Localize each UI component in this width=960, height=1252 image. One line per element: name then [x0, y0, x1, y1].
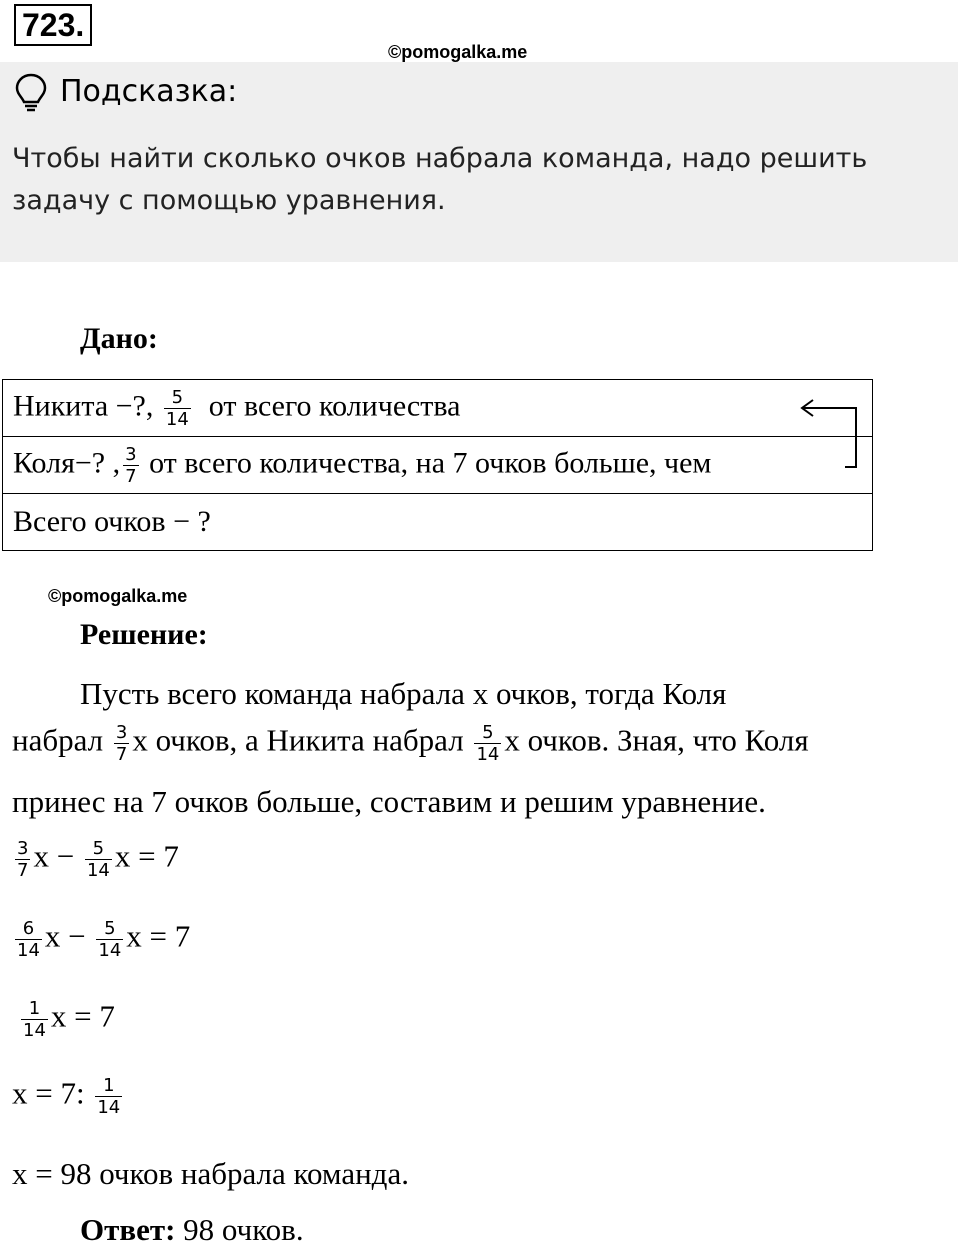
- hint-title: Подсказка:: [60, 74, 238, 109]
- given-row-nikita: [3, 380, 873, 437]
- answer: [80, 1212, 304, 1248]
- given-row-kolya: [3, 437, 873, 494]
- given-row-text: от всего количества: [193, 388, 461, 422]
- hint-text: Чтобы найти сколько очков набрала команда, надо решить задачу с помощью уравнения.: [12, 143, 868, 216]
- fraction: $\frac{1}{14}$: [23, 998, 46, 1041]
- equation-2: $\frac{6}{14}$ x − $\frac{5}{14}$ x = 7: [17, 918, 191, 961]
- answer-value: 98 очков.: [183, 1212, 304, 1247]
- given-row-text: Никита −?,: [13, 388, 161, 422]
- fraction: $\frac{3}{7}$: [115, 722, 128, 765]
- solution-heading: Решение:: [80, 618, 208, 651]
- watermark-2: ©pomogalka.me: [48, 586, 188, 606]
- fraction: $\frac{3}{7}$: [17, 838, 29, 881]
- comparison-arrow-icon: [795, 395, 865, 475]
- equation-4: x = 7: $\frac{1}{14}$: [12, 1075, 121, 1118]
- given-heading: Дано:: [80, 322, 158, 355]
- fraction: $\frac{1}{14}$: [97, 1075, 121, 1118]
- fraction: $\frac{5}{14}$: [86, 838, 110, 881]
- solution-paragraph-line2: набрал $\frac{3}{7}$ x очков, а Никита набрал $\frac{5}{14}$ x очков. Зная, что Коля: [12, 722, 809, 765]
- given-row-total: [3, 494, 873, 551]
- fraction: $\frac{3}{7}$: [125, 443, 137, 487]
- fraction: $\frac{6}{14}$: [17, 918, 40, 961]
- solution-paragraph-line1: Пусть всего команда набрала x очков, тогда Коля: [80, 676, 727, 711]
- lightbulb-icon: [14, 72, 48, 117]
- given-row-text: Всего очков − ?: [13, 505, 211, 538]
- solution-paragraph-line3: принес на 7 очков больше, составим и решим уравнение.: [12, 784, 766, 819]
- equation-1: $\frac{3}{7}$ x − $\frac{5}{14}$ x = 7: [17, 838, 179, 881]
- answer-label: Ответ:: [80, 1212, 176, 1247]
- fraction: $\frac{5}{14}$: [476, 722, 500, 765]
- equation-3: $\frac{1}{14}$ x = 7: [23, 998, 115, 1041]
- given-table: [2, 379, 873, 551]
- problem-number: 723.: [14, 4, 92, 46]
- given-row-text: от всего количества, на 7 очков больше, чем: [141, 445, 712, 479]
- fraction: $\frac{5}{14}$: [165, 386, 189, 430]
- given-row-text: Коля−? ,: [13, 445, 121, 479]
- watermark: ©pomogalka.me: [388, 42, 528, 62]
- equation-5: x = 98 очков набрала команда.: [12, 1156, 409, 1191]
- fraction: $\frac{5}{14}$: [98, 918, 122, 961]
